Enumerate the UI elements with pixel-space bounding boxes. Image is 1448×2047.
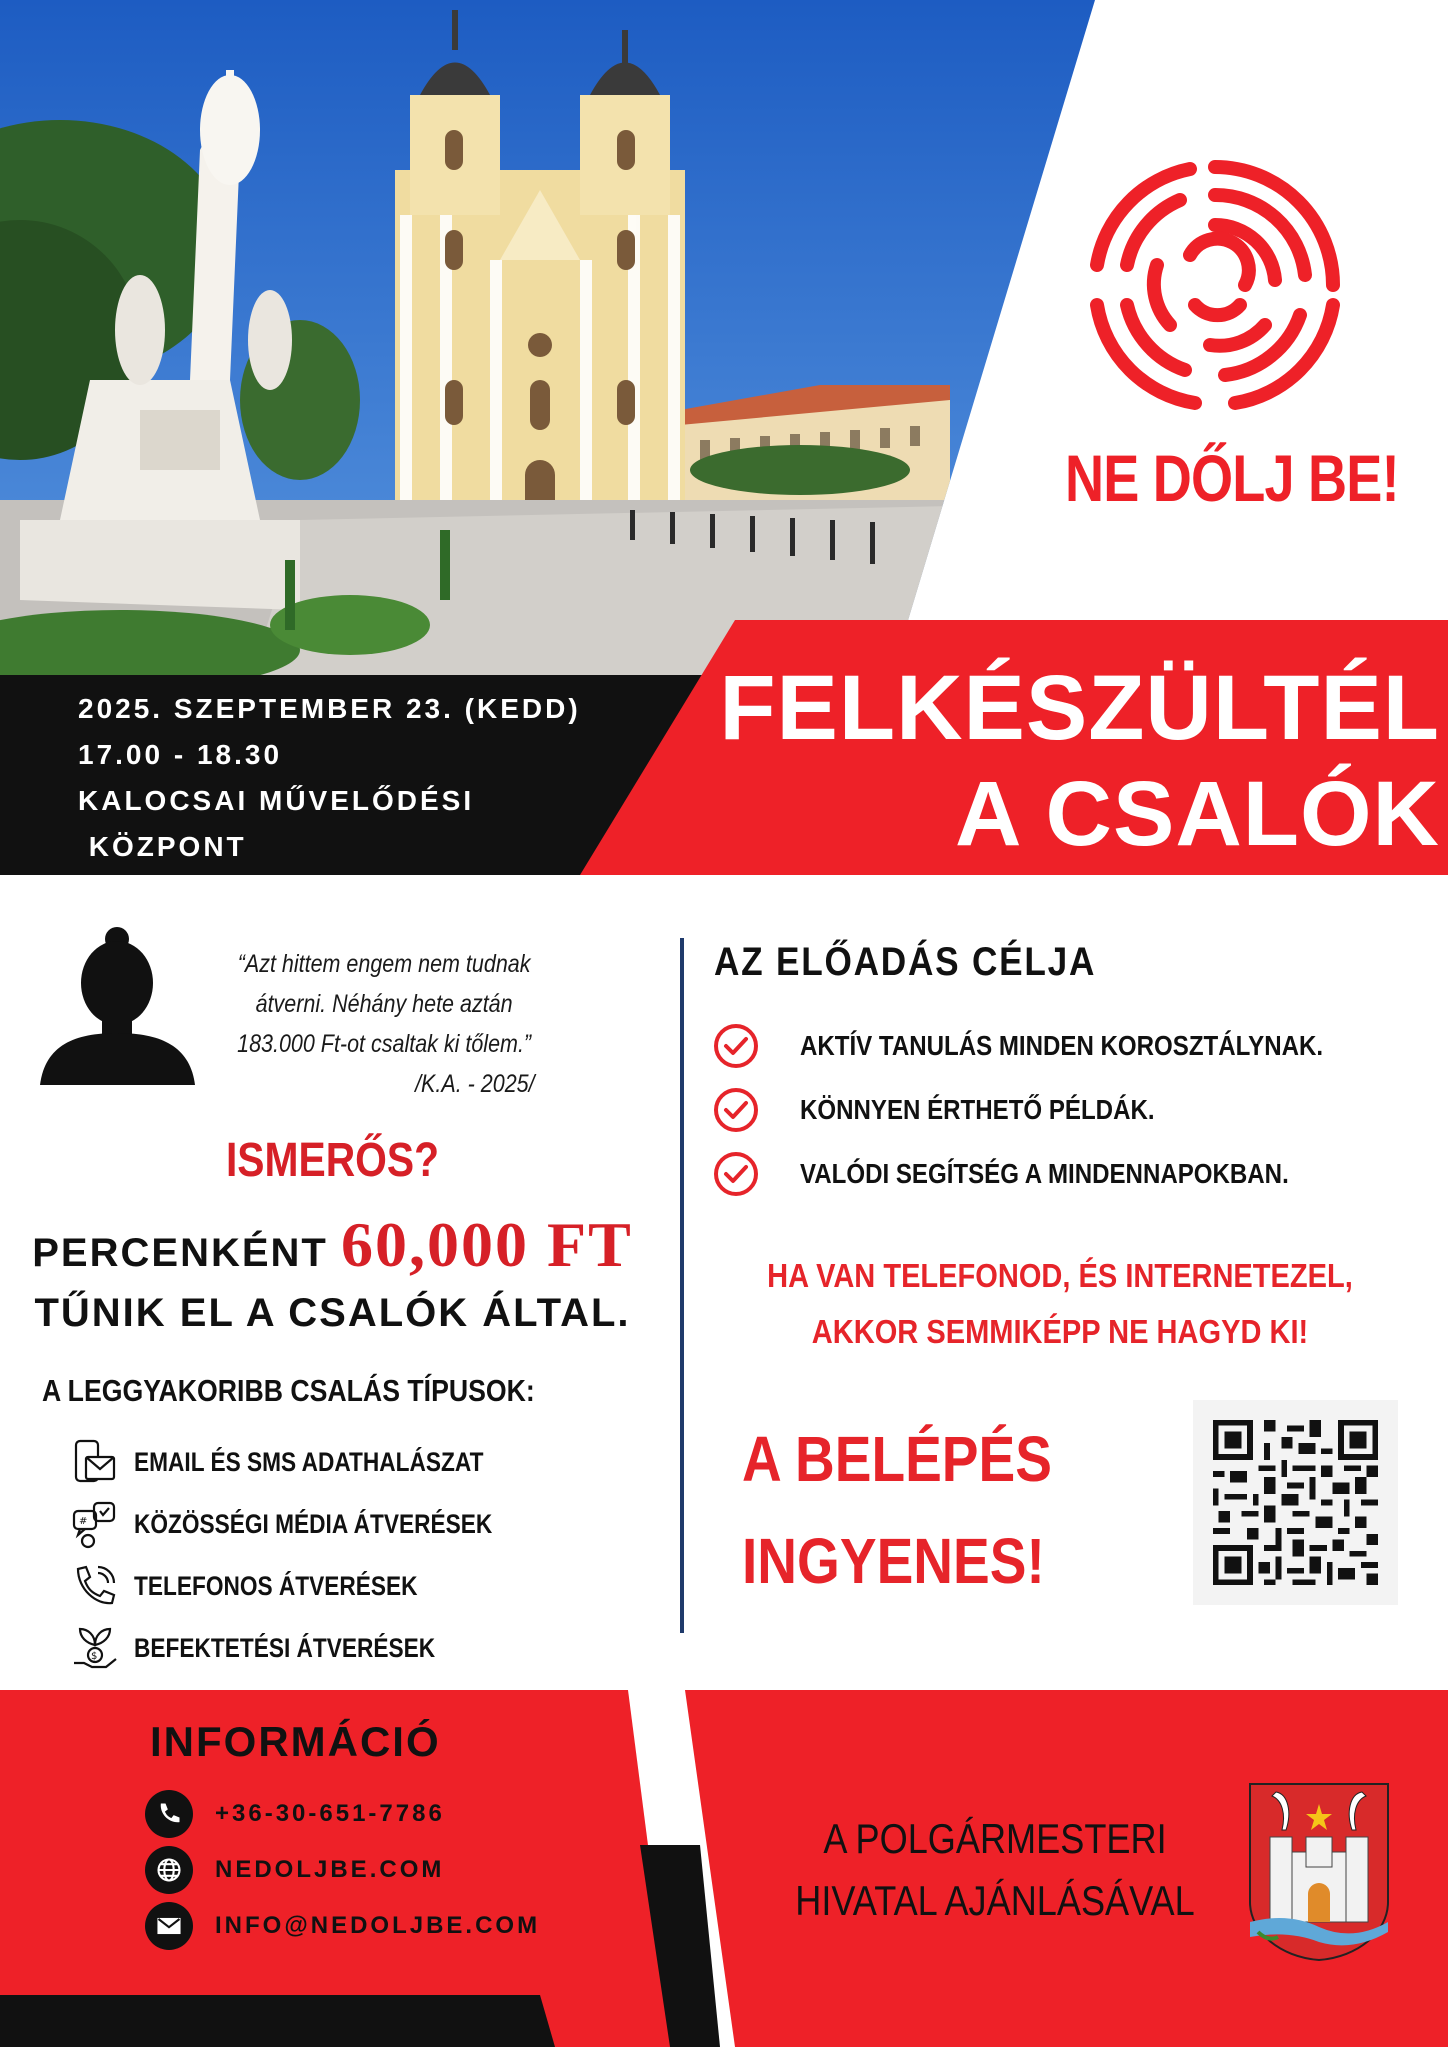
phone-call-icon (70, 1561, 120, 1611)
event-date: 2025. SZEPTEMBER 23. (KEDD) (78, 693, 581, 724)
ne-dolj-be-logo (1085, 155, 1345, 415)
goal-item: AKTÍV TANULÁS MINDEN KOROSZTÁLYNAK. (712, 1020, 1408, 1072)
free-entry-line2: INGYENES! (742, 1525, 1045, 1597)
stat-amount: 60,000 FT (340, 1209, 633, 1280)
free-entry (742, 1408, 1052, 1612)
stat-prefix: PERCENKÉNT (32, 1231, 328, 1275)
question-heading: ISMERŐS? (225, 1134, 440, 1187)
website-link[interactable]: NEDOLJBE.COM (215, 1856, 445, 1883)
callout-text (743, 1248, 1377, 1360)
info-website[interactable] (145, 1846, 444, 1894)
investment-icon (70, 1623, 120, 1673)
free-entry-line1: A BELÉPÉS (742, 1423, 1052, 1495)
fraud-type-item: # KÖZÖSSÉGI MÉDIA ÁTVERÉSEK (70, 1498, 561, 1550)
fraud-type-item: TELEFONOS ÁTVERÉSEK (70, 1560, 472, 1612)
qr-code[interactable] (1193, 1400, 1398, 1605)
fraud-types-title: A LEGGYAKORIBB CSALÁS TÍPUSOK: (42, 1373, 535, 1408)
check-circle-icon (712, 1150, 760, 1198)
headline (650, 655, 1440, 973)
svg-text:$: $ (91, 1651, 98, 1662)
globe-icon (145, 1846, 193, 1894)
quote-line3: 183.000 Ft-ot csaltak ki tőlem.” (237, 1030, 532, 1058)
loss-statistic (0, 1209, 665, 1343)
goal-item: KÖNNYEN ÉRTHETŐ PÉLDÁK. (712, 1084, 1212, 1136)
fraud-type-item: EMAIL ÉS SMS ADATHALÁSZAT (70, 1436, 550, 1488)
info-title: INFORMÁCIÓ (150, 1718, 441, 1765)
phone-number[interactable]: +36-30-651-7786 (215, 1800, 445, 1827)
callout-line1: HA VAN TELEFONOD, ÉS INTERNETEZEL, (767, 1257, 1353, 1294)
recommendation-text (771, 1808, 1218, 1932)
quote-line1: “Azt hittem engem nem tudnak (237, 950, 531, 978)
stat-suffix: TŰNIK EL A CSALÓK ÁLTAL. (34, 1291, 631, 1335)
email-link[interactable]: INFO@NEDOLJBE.COM (215, 1912, 541, 1939)
event-info (78, 686, 581, 870)
qr-code-image (1213, 1420, 1378, 1585)
headline-line2: A CSALÓK ELLEN? (954, 763, 1440, 971)
envelope-icon (145, 1902, 193, 1950)
column-divider (680, 938, 684, 1633)
phone-email-icon (70, 1437, 120, 1487)
recommendation-line1: A POLGÁRMESTERI (823, 1815, 1167, 1862)
event-venue-line2: KÖZPONT (78, 831, 247, 862)
goals-title: AZ ELŐADÁS CÉLJA (714, 940, 1097, 984)
svg-text:#: # (79, 1516, 88, 1527)
fraud-type-item: $ BEFEKTETÉSI ÁTVERÉSEK (70, 1622, 493, 1674)
social-media-icon (70, 1499, 120, 1549)
callout-line2: AKKOR SEMMIKÉPP NE HAGYD KI! (811, 1313, 1309, 1350)
check-circle-icon (712, 1086, 760, 1134)
info-email[interactable] (145, 1902, 540, 1950)
slogan: NE DŐLJ BE! (1065, 441, 1399, 515)
person-silhouette-icon (40, 925, 195, 1085)
phone-icon (145, 1790, 193, 1838)
recommendation-line2: HIVATAL AJÁNLÁSÁVAL (795, 1877, 1195, 1924)
headline-line1: FELKÉSZÜLTÉL (719, 657, 1440, 759)
quote-signature: /K.A. - 2025/ (415, 1070, 535, 1098)
quote-line2: átverni. Néhány hete aztán (255, 990, 513, 1018)
check-circle-icon (712, 1022, 760, 1070)
info-phone[interactable] (145, 1790, 445, 1838)
event-time: 17.00 - 18.30 (78, 739, 283, 770)
testimonial-quote (225, 944, 543, 1104)
town-coat-of-arms (1248, 1782, 1390, 1962)
goal-item: VALÓDI SEGÍTSÉG A MINDENNAPOKBAN. (712, 1148, 1368, 1200)
event-venue-line1: KALOCSAI MŰVELŐDÉSI (78, 785, 475, 816)
